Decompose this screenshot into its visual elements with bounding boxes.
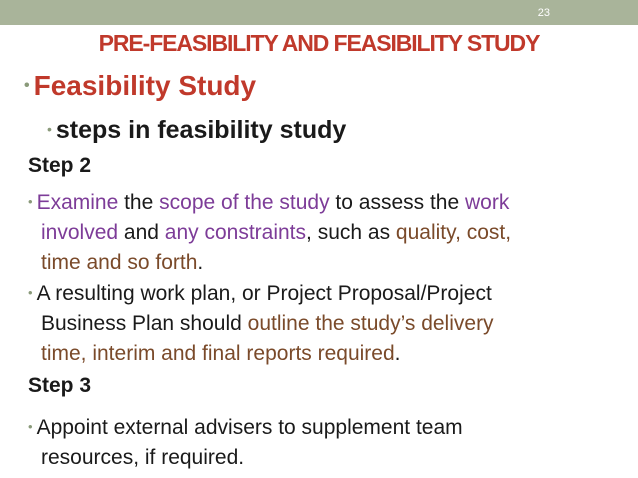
bullet-icon: • bbox=[28, 419, 33, 434]
step2-bullet1-line2 bbox=[28, 218, 628, 248]
step2-bullet2-line1 bbox=[28, 278, 628, 309]
step2-bullet1-line1 bbox=[28, 187, 628, 218]
text-run: . bbox=[197, 251, 204, 274]
step2-bullet2 bbox=[28, 278, 628, 369]
text-run: . bbox=[394, 342, 401, 365]
text-run: the bbox=[118, 191, 160, 214]
slide-number: 23 bbox=[537, 7, 550, 19]
heading-text: Feasibility Study bbox=[33, 70, 257, 101]
step3-label: Step 3 bbox=[28, 374, 92, 397]
text-run: to assess the bbox=[329, 191, 465, 214]
step2-bullet1-line3 bbox=[28, 248, 628, 278]
step2-bullet2-line3 bbox=[28, 339, 628, 369]
text-run: Business Plan should bbox=[41, 312, 248, 335]
subheading-text: steps in feasibility study bbox=[55, 116, 347, 144]
step2-label: Step 2 bbox=[28, 154, 92, 177]
text-run: Appoint external advisers to supplement team bbox=[36, 416, 463, 439]
bullet-icon: • bbox=[28, 194, 33, 209]
bullet-icon: • bbox=[28, 285, 33, 300]
text-run: Examine bbox=[36, 191, 119, 214]
step3-bullet1-line1 bbox=[28, 412, 628, 443]
text-run: and bbox=[118, 221, 165, 244]
slide-title: PRE-FEASIBILITY AND FEASIBILITY STUDY bbox=[98, 30, 540, 56]
text-run: A resulting work plan, or Project Proposal/Project bbox=[36, 282, 492, 305]
step3-bullet1 bbox=[28, 412, 628, 473]
text-run: time, interim and final reports required bbox=[41, 342, 395, 365]
text-run: involved bbox=[41, 221, 119, 244]
text-run: time and so forth bbox=[41, 251, 198, 274]
text-run: scope of the study bbox=[159, 191, 330, 214]
heading bbox=[24, 70, 256, 102]
step2-bullet2-line2 bbox=[28, 309, 628, 339]
step3-bullet1-line2 bbox=[28, 443, 628, 473]
text-run: quality, cost, bbox=[395, 221, 512, 244]
text-run: , such as bbox=[306, 221, 396, 244]
text-run: resources, if required. bbox=[41, 446, 245, 469]
bullet-icon: • bbox=[24, 77, 30, 94]
bullet-icon: • bbox=[47, 121, 52, 137]
text-run: work bbox=[465, 191, 510, 214]
step2-bullet1 bbox=[28, 187, 628, 278]
text-run: outline the study’s delivery bbox=[247, 312, 494, 335]
subheading bbox=[47, 116, 346, 145]
text-run: any constraints bbox=[164, 221, 307, 244]
